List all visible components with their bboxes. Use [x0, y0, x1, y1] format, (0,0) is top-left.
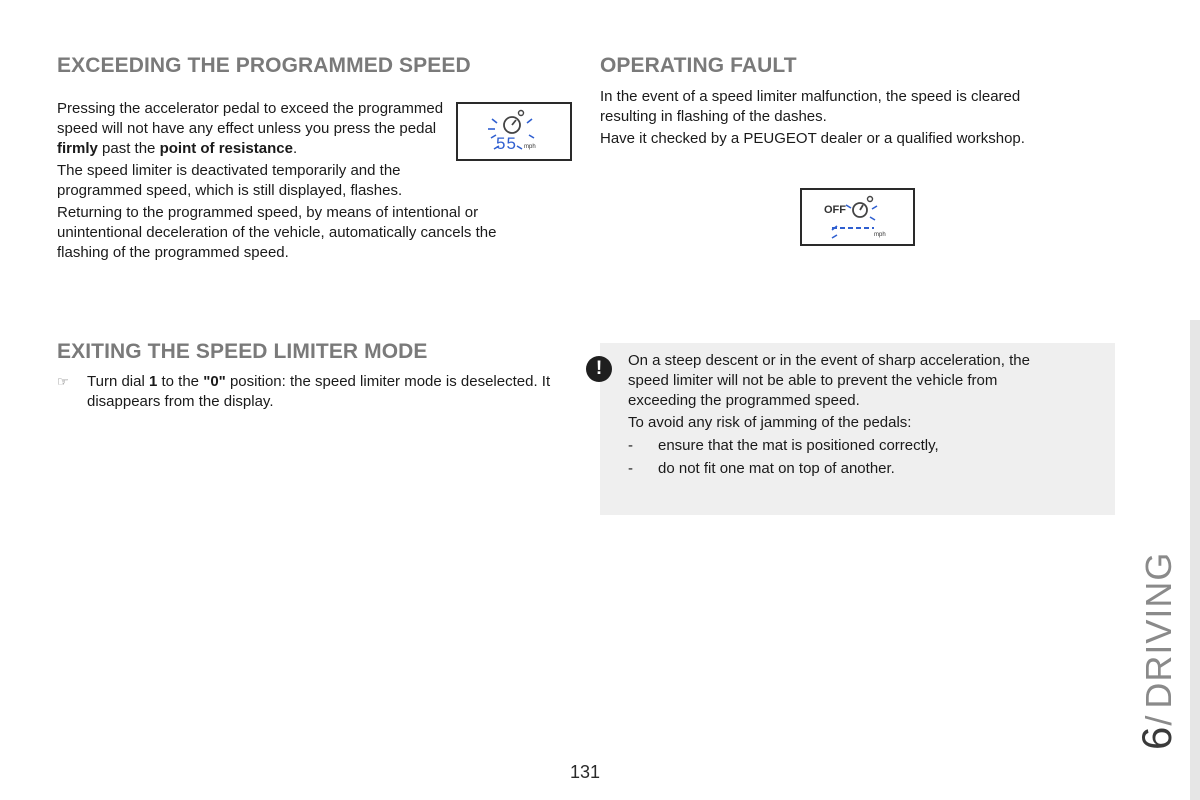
exiting-text-b: to the: [157, 373, 204, 390]
exceeding-paragraph-3: Returning to the programmed speed, by means of intentional or unintentional deceleration of the vehicle, automatically cancels the flashing of the programmed speed.: [57, 204, 497, 261]
fault-paragraph-2: Have it checked by a PEUGEOT dealer or a qualified workshop.: [600, 130, 1025, 147]
list-item-text: do not fit one mat on top of another.: [658, 460, 895, 477]
fault-heading: OPERATING FAULT: [600, 54, 797, 77]
exceeding-p1-text-c: .: [292, 140, 298, 157]
exiting-instruction: [87, 372, 575, 412]
display-off-unit: mph: [874, 232, 886, 238]
exceeding-heading: EXCEEDING THE PROGRAMMED SPEED: [57, 54, 471, 77]
warning-list-item: [628, 436, 1098, 456]
exceeding-p1-bold-firmly: firmly: [57, 140, 98, 157]
exiting-heading: EXITING THE SPEED LIMITER MODE: [57, 340, 428, 363]
warning-paragraph-2: To avoid any risk of jamming of the pedals:: [628, 414, 912, 431]
pointing-hand-icon: ☞: [57, 374, 69, 389]
speed-display-flashing: [456, 102, 572, 161]
fault-paragraph-1: In the event of a speed limiter malfunction, the speed is cleared resulting in flashing of the dashes.: [600, 88, 1021, 125]
warning-paragraph-1: On a steep descent or in the event of sharp acceleration, the speed limiter will not be able to prevent the vehicle from exceeding the programmed speed.: [628, 352, 1030, 409]
exceeding-p1-text-a: Pressing the accelerator pedal to exceed the programmed speed will not have any effect unless you press the pedal: [57, 100, 444, 137]
list-dash: -: [628, 437, 633, 454]
exiting-bold-dial: 1: [148, 373, 158, 390]
chapter-slash: /: [1138, 714, 1179, 726]
warning-list-item: [628, 459, 1098, 479]
exiting-text-c: position: the speed limiter mode is deselected. It disappears from the display.: [87, 373, 551, 410]
display-speed-value: 55: [496, 134, 517, 153]
exiting-bullet: [57, 372, 577, 412]
exceeding-paragraph-2: The speed limiter is deactivated temporarily and the programmed speed, which is still displayed, flashes.: [57, 162, 403, 199]
chapter-side-tab: [1190, 320, 1200, 800]
chapter-label: [1133, 552, 1181, 750]
fault-body: [600, 87, 1090, 149]
list-item-text: ensure that the mat is positioned correctly,: [658, 437, 939, 454]
list-dash: -: [628, 460, 633, 477]
speed-limiter-flash-icon: [458, 104, 570, 159]
exclamation-warning-icon: !: [586, 356, 612, 382]
exiting-text-a: Turn dial: [87, 373, 149, 390]
chapter-title: DRIVING: [1138, 551, 1179, 709]
speed-limiter-off-icon: [802, 190, 913, 244]
warning-body: [628, 351, 1098, 479]
exceeding-p1-text-b: past the: [97, 140, 160, 157]
speed-display-off: [800, 188, 915, 246]
display-off-status: OFF: [824, 204, 846, 216]
page-number: 131: [570, 762, 601, 782]
display-speed-unit: mph: [524, 144, 536, 150]
exceeding-paragraph-1: [57, 99, 452, 159]
exiting-bold-zero: "0": [203, 373, 226, 390]
exceeding-p1-bold-resistance: point of resistance: [159, 140, 293, 157]
chapter-number: 6: [1133, 725, 1180, 750]
